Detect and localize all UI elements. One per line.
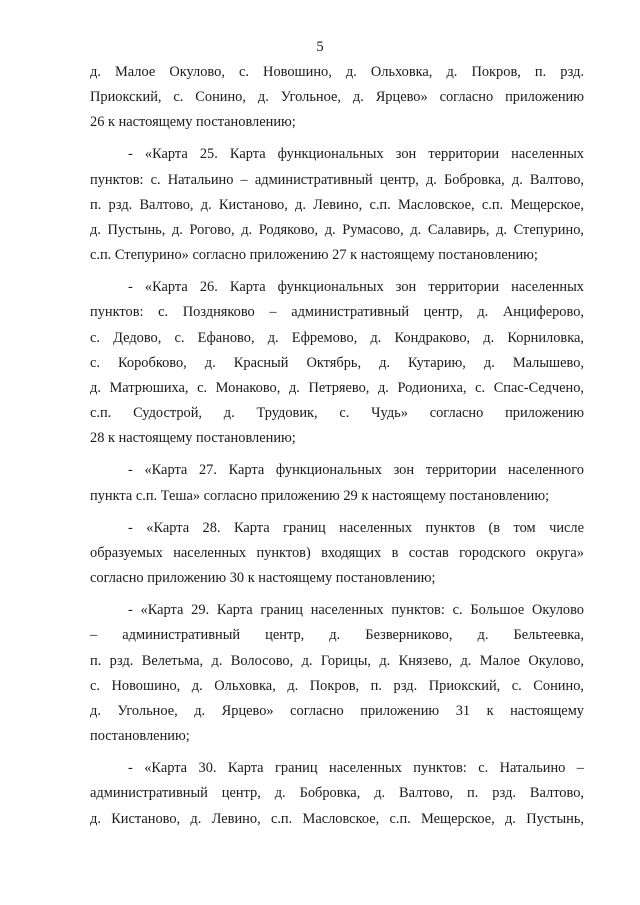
paragraph — [90, 458, 584, 508]
text-line: д. Матрюшиха, с. Монаково, д. Петряево, д. Родиониха, с. Спас-Седчено, — [90, 380, 584, 397]
text-line: 26 к настоящему постановлению; — [90, 114, 296, 131]
text-line: административный центр, д. Бобровка, д. Валтово, п. рзд. Валтово, — [90, 785, 584, 802]
text-line: согласно приложению 30 к настоящему постановлению; — [90, 570, 436, 587]
text-line: - «Карта 25. Карта функциональных зон территории населенных — [128, 146, 584, 163]
text-line: Приокский, с. Сонино, д. Угольное, д. Ярцево» согласно приложению — [90, 89, 584, 106]
text-line: п. рзд. Валтово, д. Кистаново, д. Левино, с.п. Масловское, с.п. Мещерское, — [90, 196, 584, 213]
paragraph — [90, 756, 584, 832]
paragraph — [90, 598, 584, 749]
text-line: - «Карта 26. Карта функциональных зон территории населенных — [128, 279, 584, 296]
text-line: постановлению; — [90, 728, 190, 745]
text-line: 28 к настоящему постановлению; — [90, 430, 296, 447]
text-line: пунктов: с. Натальино – административный центр, д. Бобровка, д. Валтово, — [90, 171, 584, 188]
text-line: пункта с.п. Теша» согласно приложению 29 к настоящему постановлению; — [90, 487, 550, 504]
paragraph — [90, 516, 584, 592]
text-line: - «Карта 28. Карта границ населенных пунктов (в том числе — [128, 519, 584, 536]
paragraph — [90, 60, 584, 136]
text-line: - «Карта 30. Карта границ населенных пунктов: с. Натальино – — [128, 760, 584, 777]
text-line: – административный центр, д. Безверниково, д. Бельтеевка, — [90, 627, 584, 644]
text-line: д. Угольное, д. Ярцево» согласно приложению 31 к настоящему — [90, 702, 584, 719]
document-body — [90, 60, 584, 839]
text-line: с.п. Степурино» согласно приложению 27 к настоящему постановлению; — [90, 247, 538, 264]
text-line: п. рзд. Велетьма, д. Волосово, д. Горицы, д. Князево, д. Малое Окулово, — [90, 652, 584, 669]
text-line: пунктов: с. Поздняково – административный центр, д. Анциферово, — [90, 304, 584, 321]
paragraph — [90, 275, 584, 451]
text-line: д. Малое Окулово, с. Новошино, д. Ольховка, д. Покров, п. рзд. — [90, 64, 584, 80]
text-line: с. Новошино, д. Ольховка, д. Покров, п. рзд. Приокский, с. Сонино, — [90, 677, 584, 694]
text-line: с.п. Судострой, д. Трудовик, с. Чудь» согласно приложению — [90, 405, 584, 422]
text-line: с. Дедово, с. Ефаново, д. Ефремово, д. Кондраково, д. Корниловка, — [90, 329, 584, 346]
text-line: д. Кистаново, д. Левино, с.п. Масловское, с.п. Мещерское, д. Пустынь, — [90, 810, 584, 827]
text-line: - «Карта 29. Карта границ населенных пунктов: с. Большое Окулово — [128, 602, 584, 619]
paragraph — [90, 142, 584, 268]
text-line: - «Карта 27. Карта функциональных зон территории населенного — [128, 462, 584, 479]
text-line: с. Коробково, д. Красный Октябрь, д. Кутарию, д. Малышево, — [90, 354, 584, 371]
text-line: образуемых населенных пунктов) входящих в состав городского округа» — [90, 544, 584, 561]
text-line: д. Пустынь, д. Рогово, д. Родяково, д. Румасово, д. Салавирь, д. Степурино, — [90, 222, 584, 239]
page-number: 5 — [316, 39, 324, 55]
